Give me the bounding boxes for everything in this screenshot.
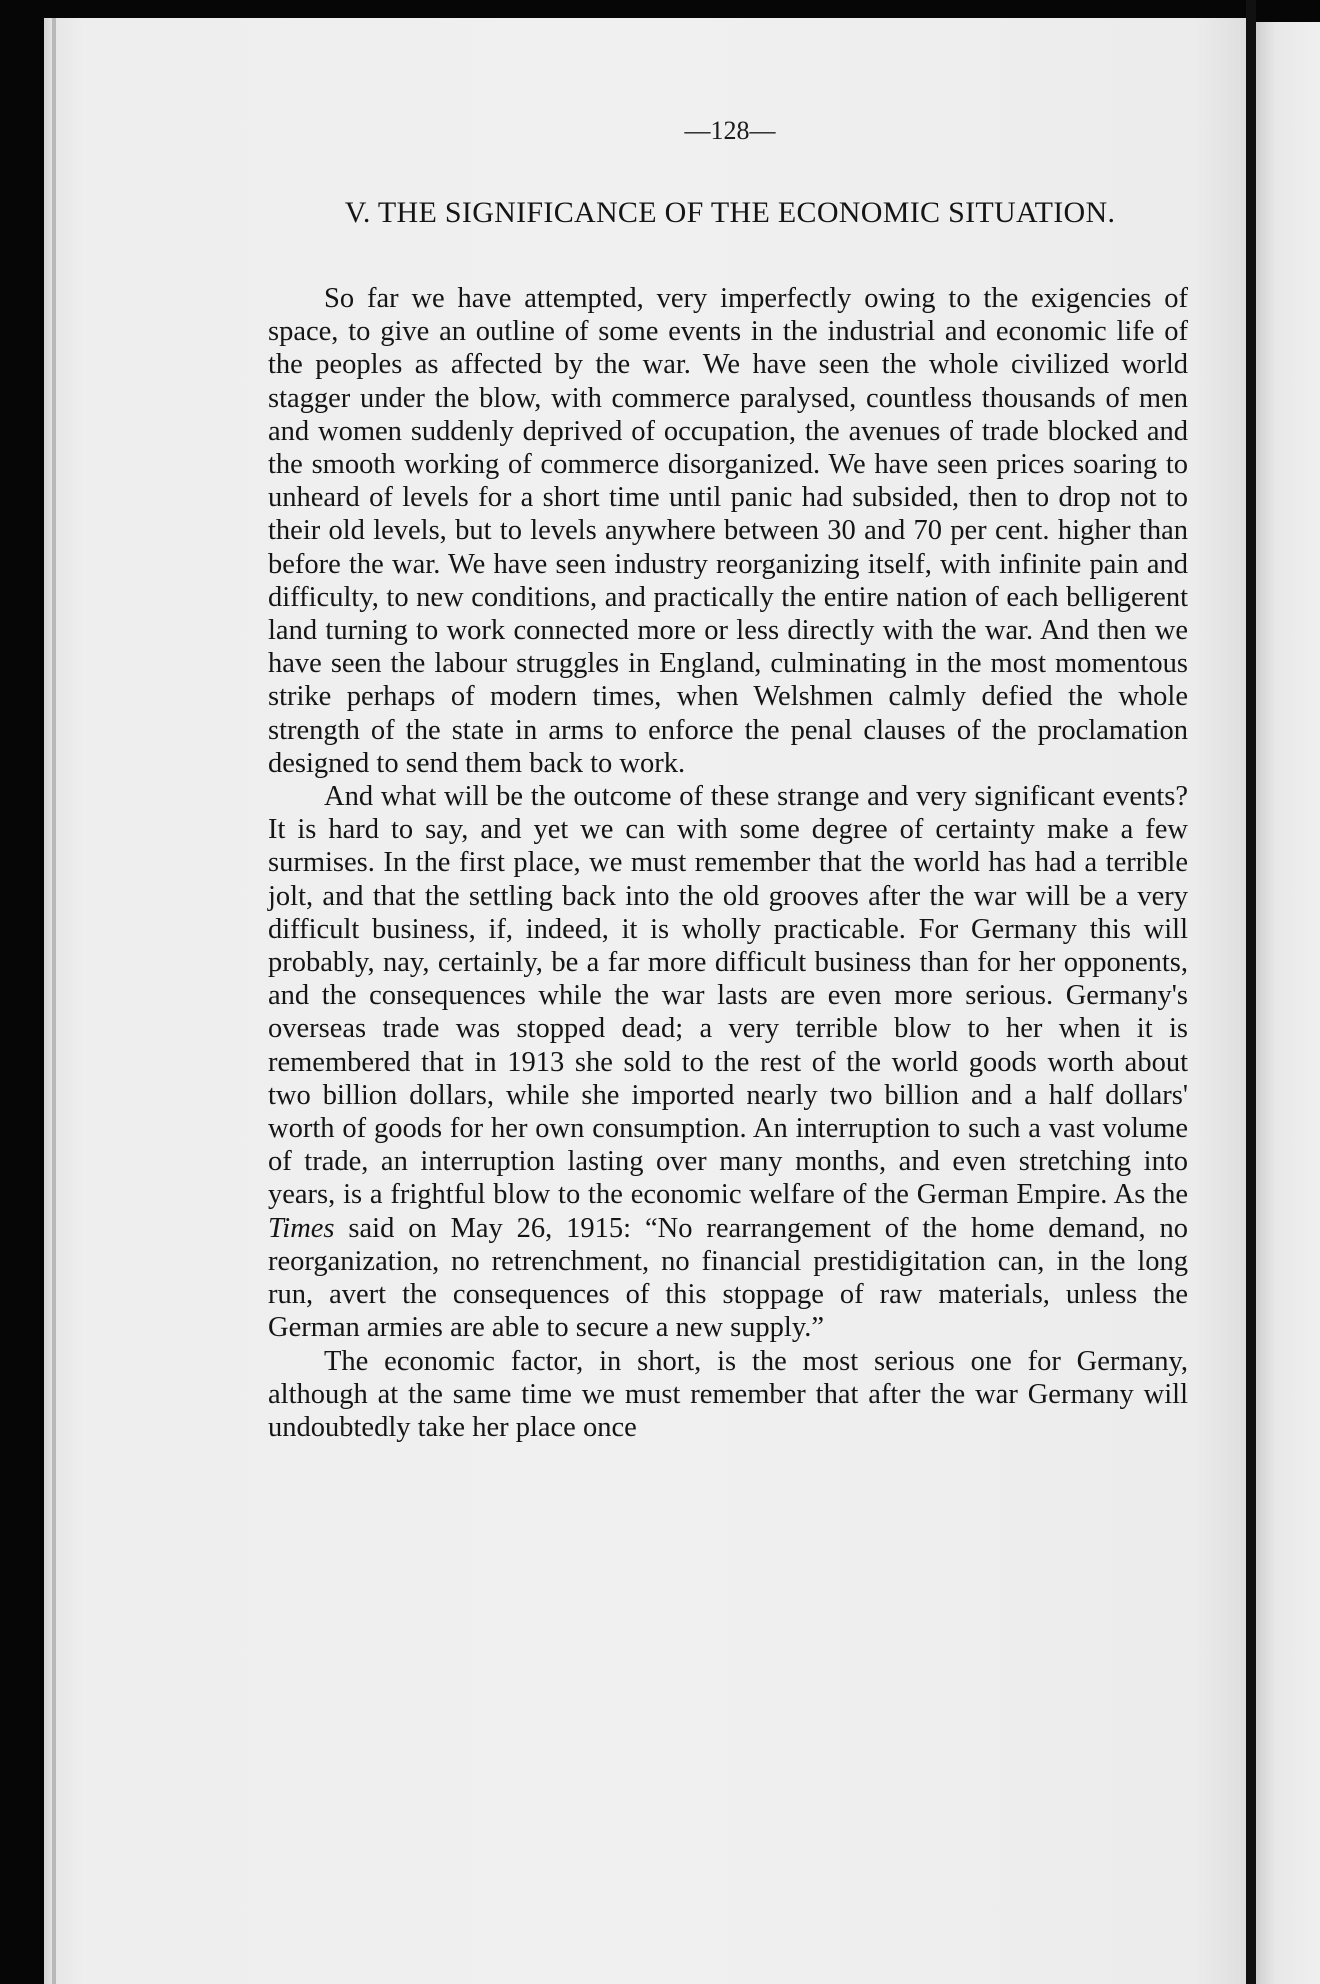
paragraph-2 xyxy=(268,780,1188,1344)
times-quote: said on May 26, 1915: “No rearrangement of the home demand, no reorganization, no retrenchment, no financial prestidigitation can, in the long run, avert the consequences of this stoppage of raw materials, unless the German armies are able to secure a new supply.” xyxy=(268,1212,1188,1344)
book-spine xyxy=(1246,0,1256,1984)
adjacent-page-edge xyxy=(1256,22,1320,1984)
page-gutter-shadow xyxy=(52,18,56,1984)
paragraph-2-text: And what will be the outcome of these strange and very significant events? It is hard to say, and yet we can with some degree of certainty make a few surmises. In the first place, we must remember that the world has had a terrible jolt, and that the settling back into the old grooves after the war will be a very difficult business, if, indeed, it is wholly practicable. For Germany this will probably, nay, certainly, be a far more difficult business than for her opponents, and the consequences while the war lasts are even more serious. Germany's overseas trade was stopped dead; a very terrible blow to her when it is remembered that in 1913 she sold to the rest of the world goods worth about two billion dollars, while she imported nearly two billion and a half dollars' worth of goods for her own consumption. An interruption to such a vast volume of trade, an interruption lasting over many months, and even stretching into years, is a frightful blow to the economic welfare of the German Empire. As the xyxy=(268,781,1188,1211)
paragraph-1: So far we have attempted, very imperfectly owing to the exigencies of space, to give an outline of some events in the industrial and economic life of the peoples as affected by the war. We have seen the whole civilized world stagger under the blow, with commerce paralysed, countless thousands of men and women suddenly deprived of occupation, the avenues of trade blocked and the smooth working of commerce disorganized. We have seen prices soaring to unheard of levels for a short time until panic had subsided, then to drop not to their old levels, but to levels anywhere between 30 and 70 per cent. higher than before the war. We have seen industry reorganizing itself, with infinite pain and difficulty, to new conditions, and practically the entire nation of each belligerent land turning to work connected more or less directly with the war. And then we have seen the labour struggles in England, culminating in the most momentous strike perhaps of modern times, when Welshmen calmly defied the whole strength of the state in arms to enforce the penal clauses of the proclamation designed to send them back to work. xyxy=(268,283,1188,779)
body-text xyxy=(268,282,1188,1444)
times-title: Times xyxy=(268,1212,335,1244)
page-number: —128— xyxy=(684,116,776,145)
chapter-heading: V. THE SIGNIFICANCE OF THE ECONOMIC SITUATION. xyxy=(344,196,1116,229)
paragraph-3: The economic factor, in short, is the most serious one for Germany, although at the same time we must remember that after the war Germany will undoubtedly take her place once xyxy=(268,1345,1188,1443)
